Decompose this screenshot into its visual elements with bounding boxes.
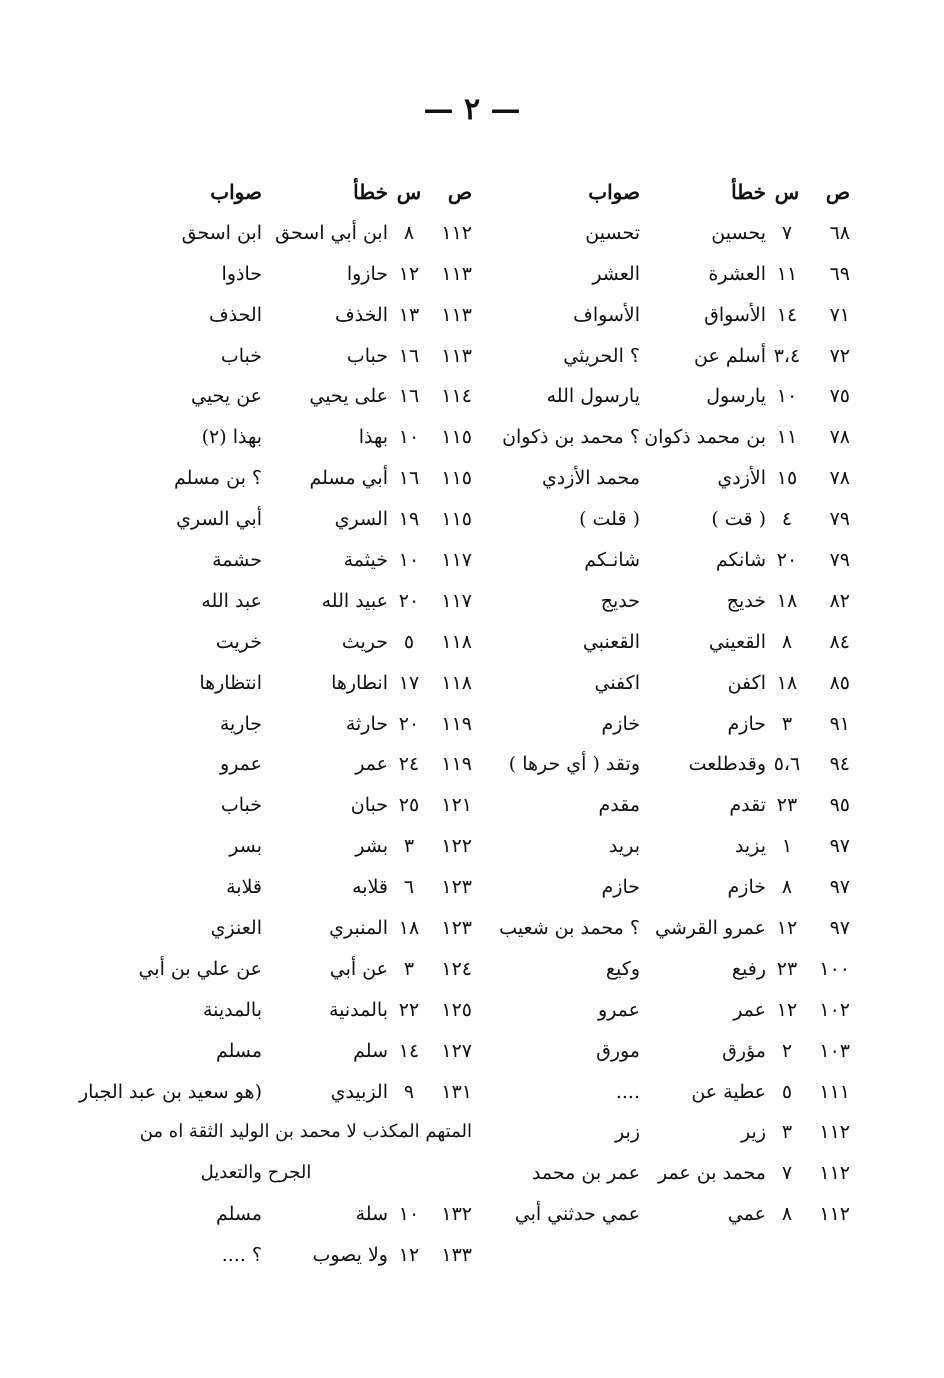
line-cell: ٢: [781, 1039, 793, 1062]
page-cell: ١٢٥: [441, 998, 472, 1021]
line-cell: ١٠: [398, 426, 420, 449]
wrong-cell: الزبيدي: [330, 1080, 388, 1103]
wrong-cell: المنبري: [329, 917, 388, 940]
errata-continuation: [100, 1153, 472, 1194]
errata-row: [480, 744, 850, 785]
correct-cell: مسلم: [215, 1039, 262, 1062]
header-correct: صواب: [588, 180, 640, 204]
errata-row: [480, 908, 850, 949]
line-cell: ١٠: [398, 1203, 420, 1226]
correct-cell: حشمة: [212, 549, 262, 572]
wrong-cell: مؤرق: [722, 1039, 766, 1062]
wrong-cell: قلابه: [352, 876, 388, 899]
correct-cell: ؟ بن مسلم: [174, 467, 262, 490]
errata-row: [100, 499, 472, 540]
page-cell: ١١٧: [441, 549, 472, 572]
wrong-cell: سلم: [353, 1039, 388, 1062]
correct-cell: محمد الأزدي: [541, 467, 640, 490]
line-cell: ٨: [781, 1203, 793, 1226]
page-cell: ٨٢: [829, 589, 850, 612]
errata-row: [100, 1235, 472, 1276]
errata-row: [480, 826, 850, 867]
correct-cell: عمرو: [598, 998, 640, 1021]
line-cell: ١٠: [776, 385, 798, 408]
header-wrong: خطأ: [353, 180, 388, 204]
errata-row: [480, 622, 850, 663]
errata-row: [100, 213, 472, 254]
errata-row: [480, 1072, 850, 1113]
wrong-cell: حريث: [341, 630, 388, 653]
line-cell: ٣،٤: [773, 344, 801, 367]
page-cell: ٦٩: [829, 262, 850, 285]
page-cell: ١١٥: [441, 508, 472, 531]
errata-row: [480, 499, 850, 540]
line-cell: ٨: [781, 630, 793, 653]
correct-cell: خباب: [220, 344, 262, 367]
errata-row: [480, 213, 850, 254]
correct-cell: قلابة: [226, 876, 262, 899]
correct-cell: بهذا (٢): [201, 426, 262, 449]
errata-row: [480, 581, 850, 622]
line-cell: ٢٠: [398, 589, 420, 612]
page-cell: ١١٩: [441, 753, 472, 776]
correct-cell: حازم: [601, 876, 640, 899]
correct-cell: يارسول الله: [546, 385, 640, 408]
wrong-cell: الأزدي: [717, 467, 766, 490]
wrong-cell: وقدطلعت: [688, 753, 766, 776]
errata-row: [100, 376, 472, 417]
page-number: — ٢ —: [423, 92, 521, 127]
errata-row: [100, 254, 472, 295]
wrong-cell: خازم: [727, 876, 766, 899]
errata-row: [480, 376, 850, 417]
wrong-cell: حازوا: [346, 262, 388, 285]
line-cell: ٦: [403, 876, 415, 899]
wrong-cell: الأسواق: [704, 303, 766, 326]
correct-cell: بريد: [608, 835, 640, 858]
errata-row: [480, 458, 850, 499]
header-page: ص: [825, 180, 850, 204]
page-cell: ١٠٠: [819, 957, 850, 980]
wrong-cell: السري: [334, 508, 388, 531]
line-cell: ٢٠: [776, 549, 798, 572]
correct-cell: شانـكم: [584, 549, 640, 572]
page-cell: ١٣٢: [441, 1203, 472, 1226]
wrong-cell: انطارها: [331, 671, 388, 694]
line-cell: ٥،٦: [773, 753, 801, 776]
line-cell: ١٢: [398, 1244, 420, 1267]
page-cell: ٧٢: [829, 344, 850, 367]
line-cell: ٢٣: [776, 794, 798, 817]
page-cell: ١٢٣: [441, 876, 472, 899]
page-cell: ٩٧: [829, 835, 850, 858]
line-cell: ١٨: [776, 589, 798, 612]
correct-cell: مقدم: [598, 794, 640, 817]
correct-cell: حاذوا: [221, 262, 262, 285]
line-cell: ٨: [403, 221, 415, 244]
page-cell: ١١٢: [819, 1162, 850, 1185]
wrong-cell: عبيد الله: [321, 589, 388, 612]
correct-cell: أبي السري: [176, 508, 262, 531]
page-cell: ١١٥: [441, 426, 472, 449]
line-cell: ١١: [776, 262, 798, 285]
page-cell: ٩٤: [829, 753, 850, 776]
correct-cell: مورق: [596, 1039, 640, 1062]
page-cell: ١٠٢: [819, 998, 850, 1021]
correct-cell: عمر بن محمد: [531, 1162, 640, 1185]
page-cell: ١٢٧: [441, 1039, 472, 1062]
line-cell: ١٨: [776, 671, 798, 694]
continuation-text: المتهم المكذب لا محمد بن الوليد الثقة اه من: [139, 1121, 472, 1143]
errata-column-right: [480, 172, 850, 1235]
page-cell: ١١٣: [441, 344, 472, 367]
wrong-cell: عن أبي: [329, 957, 388, 980]
page-cell: ١١٨: [441, 630, 472, 653]
page-cell: ٧٩: [829, 508, 850, 531]
line-cell: ١: [781, 835, 793, 858]
page-cell: ٧١: [829, 303, 850, 326]
line-cell: ١٧: [398, 671, 420, 694]
page-cell: ١٢٣: [441, 917, 472, 940]
page-cell: ٩٥: [829, 794, 850, 817]
errata-row: [100, 826, 472, 867]
correct-cell: ؟ الحريثي: [563, 344, 640, 367]
line-cell: ٢٥: [398, 794, 420, 817]
page-cell: ٨٤: [829, 630, 850, 653]
line-cell: ٣: [403, 957, 415, 980]
errata-row: [100, 949, 472, 990]
page-cell: ١١٢: [819, 1203, 850, 1226]
line-cell: ٣: [403, 835, 415, 858]
line-cell: ٩: [403, 1080, 415, 1103]
errata-row: [100, 785, 472, 826]
line-cell: ٢٠: [398, 712, 420, 735]
correct-cell: عبد الله: [201, 589, 262, 612]
errata-row: [100, 295, 472, 336]
page-cell: ١٣١: [441, 1080, 472, 1103]
errata-row: [480, 336, 850, 377]
wrong-cell: شانكم: [715, 549, 766, 572]
line-cell: ٨: [781, 876, 793, 899]
line-cell: ٢٣: [776, 957, 798, 980]
column-header: [480, 172, 850, 213]
wrong-cell: تقدم: [729, 794, 766, 817]
page-cell: ٦٨: [829, 221, 850, 244]
errata-row: [100, 336, 472, 377]
correct-cell: وتقد ( أي حرها ): [508, 753, 640, 776]
correct-cell: ؟ محمد بن ذكوان: [502, 426, 640, 449]
errata-row: [100, 663, 472, 704]
errata-row: [480, 417, 850, 458]
wrong-cell: حارثة: [345, 712, 388, 735]
correct-cell: القعنبي: [582, 630, 640, 653]
errata-row: [100, 540, 472, 581]
page-cell: ١١٥: [441, 467, 472, 490]
column-header: [100, 172, 472, 213]
line-cell: ١٢: [776, 917, 798, 940]
correct-cell: ( قلت ): [579, 508, 640, 531]
line-cell: ٧: [781, 221, 793, 244]
line-cell: ٢٤: [398, 753, 420, 776]
wrong-cell: الخذف: [334, 303, 388, 326]
correct-cell: حديج: [600, 589, 640, 612]
wrong-cell: حباب: [346, 344, 388, 367]
errata-row: [480, 1194, 850, 1235]
header-line: س: [396, 180, 422, 204]
page-cell: ٩٧: [829, 917, 850, 940]
correct-cell: عن علي بن أبي: [138, 957, 262, 980]
errata-row: [100, 704, 472, 745]
errata-row: [100, 581, 472, 622]
errata-row: [100, 990, 472, 1031]
wrong-cell: عمر: [355, 753, 388, 776]
wrong-cell: رفيع: [731, 957, 766, 980]
wrong-cell: حازم: [727, 712, 766, 735]
correct-cell: ....: [615, 1080, 640, 1103]
correct-cell: عمي حدثني أبي: [514, 1203, 640, 1226]
line-cell: ٢٢: [398, 998, 420, 1021]
line-cell: ٣: [781, 1121, 793, 1144]
page-cell: ٧٨: [829, 426, 850, 449]
correct-cell: بالمدينة: [202, 998, 262, 1021]
line-cell: ١٤: [398, 1039, 420, 1062]
continuation-text: الجرح والتعديل: [200, 1162, 312, 1184]
errata-row: [100, 1031, 472, 1072]
correct-cell: الأسواف: [573, 303, 640, 326]
page-cell: ١١٣: [441, 262, 472, 285]
correct-cell: العشر: [592, 262, 640, 285]
wrong-cell: بهذا: [358, 426, 388, 449]
line-cell: ١٦: [398, 385, 420, 408]
correct-cell: عن يحيي: [191, 385, 262, 408]
wrong-cell: عمرو القرشي: [655, 917, 766, 940]
errata-row: [480, 663, 850, 704]
errata-rows-left: [78, 213, 472, 1276]
errata-column-left: [78, 172, 472, 1276]
correct-cell: ابن اسحق: [181, 221, 262, 244]
errata-row: [480, 1112, 850, 1153]
correct-cell: (هو سعيد بن عبد الجبار: [78, 1080, 262, 1103]
wrong-cell: أبي مسلم: [309, 467, 388, 490]
errata-row: [100, 908, 472, 949]
line-cell: ١٢: [398, 262, 420, 285]
wrong-cell: عمر: [733, 998, 766, 1021]
wrong-cell: يزيد: [734, 835, 766, 858]
wrong-cell: بن محمد ذكوان: [644, 426, 766, 449]
errata-row: [480, 785, 850, 826]
wrong-cell: عطية عن: [691, 1080, 766, 1103]
correct-cell: العنزي: [210, 917, 262, 940]
errata-row: [480, 867, 850, 908]
page-cell: ٧٨: [829, 467, 850, 490]
correct-cell: زبر: [615, 1121, 640, 1144]
page-cell: ٨٥: [829, 671, 850, 694]
wrong-cell: زير: [741, 1121, 766, 1144]
line-cell: ١٩: [398, 508, 420, 531]
page-cell: ١٢٤: [441, 957, 472, 980]
wrong-cell: ابن أبي اسحق: [275, 221, 388, 244]
line-cell: ١٤: [776, 303, 798, 326]
correct-cell: بسر: [229, 835, 262, 858]
errata-rows-right: [480, 213, 850, 1235]
errata-row: [480, 254, 850, 295]
line-cell: ١٠: [398, 549, 420, 572]
page-cell: ١١٢: [819, 1121, 850, 1144]
errata-row: [480, 1153, 850, 1194]
page-cell: ١٢٢: [441, 835, 472, 858]
wrong-cell: يحسين: [711, 221, 766, 244]
page-cell: ١١٢: [441, 221, 472, 244]
wrong-cell: عمي: [727, 1203, 766, 1226]
line-cell: ١١: [776, 426, 798, 449]
page-cell: ١٣٣: [441, 1244, 472, 1267]
wrong-cell: بشر: [355, 835, 388, 858]
correct-cell: الحذف: [208, 303, 262, 326]
page-cell: ١١٣: [441, 303, 472, 326]
page-cell: ١١٨: [441, 671, 472, 694]
wrong-cell: أسلم عن: [694, 344, 766, 367]
page-cell: ١١٤: [441, 385, 472, 408]
page-cell: ١١٧: [441, 589, 472, 612]
wrong-cell: سلة: [355, 1203, 388, 1226]
correct-cell: جارية: [219, 712, 262, 735]
page-cell: ٧٩: [829, 549, 850, 572]
line-cell: ٣: [781, 712, 793, 735]
line-cell: ٤: [781, 508, 793, 531]
line-cell: ٥: [781, 1080, 793, 1103]
header-page: ص: [447, 180, 472, 204]
correct-cell: وكيع: [605, 957, 640, 980]
wrong-cell: خيثمة: [343, 549, 388, 572]
page-cell: ١١٩: [441, 712, 472, 735]
wrong-cell: محمد بن عمر: [657, 1162, 766, 1185]
errata-row: [100, 1194, 472, 1235]
wrong-cell: على يحيي: [309, 385, 388, 408]
correct-cell: انتظارها: [199, 671, 262, 694]
line-cell: ٧: [781, 1162, 793, 1185]
page-cell: ٧٥: [829, 385, 850, 408]
wrong-cell: حبان: [350, 794, 388, 817]
errata-row: [480, 990, 850, 1031]
line-cell: ١٥: [776, 467, 798, 490]
wrong-cell: ولا يصوب: [312, 1244, 388, 1267]
line-cell: ١٣: [398, 303, 420, 326]
correct-cell: مسلم: [215, 1203, 262, 1226]
correct-cell: عمرو: [220, 753, 262, 776]
correct-cell: خباب: [220, 794, 262, 817]
wrong-cell: اكفن: [727, 671, 766, 694]
header-wrong: خطأ: [731, 180, 766, 204]
correct-cell: خريت: [215, 630, 262, 653]
header-correct: صواب: [210, 180, 262, 204]
errata-row: [480, 1031, 850, 1072]
errata-row: [480, 949, 850, 990]
page-cell: ١٠٣: [819, 1039, 850, 1062]
correct-cell: تحسين: [585, 221, 640, 244]
wrong-cell: ( قت ): [711, 508, 766, 531]
correct-cell: خازم: [601, 712, 640, 735]
line-cell: ١٦: [398, 344, 420, 367]
line-cell: ١٦: [398, 467, 420, 490]
wrong-cell: يارسول: [706, 385, 766, 408]
wrong-cell: القعيني: [708, 630, 766, 653]
errata-row: [100, 458, 472, 499]
correct-cell: ؟ ....: [221, 1244, 262, 1267]
errata-row: [480, 295, 850, 336]
correct-cell: ؟ محمد بن شعيب: [499, 917, 640, 940]
errata-continuation: [100, 1112, 472, 1153]
errata-row: [78, 1072, 472, 1113]
page-cell: ٩٧: [829, 876, 850, 899]
errata-row: [100, 417, 472, 458]
errata-row: [100, 622, 472, 663]
wrong-cell: خديج: [726, 589, 766, 612]
line-cell: ٥: [403, 630, 415, 653]
errata-row: [100, 867, 472, 908]
line-cell: ١٢: [776, 998, 798, 1021]
errata-row: [480, 540, 850, 581]
page-cell: ١٢١: [441, 794, 472, 817]
line-cell: ١٨: [398, 917, 420, 940]
wrong-cell: العشرة: [708, 262, 766, 285]
errata-row: [100, 744, 472, 785]
page-cell: ١١١: [819, 1080, 850, 1103]
errata-row: [480, 704, 850, 745]
page-cell: ٩١: [829, 712, 850, 735]
wrong-cell: بالمدنية: [328, 998, 388, 1021]
header-line: س: [774, 180, 800, 204]
correct-cell: اكفني: [594, 671, 640, 694]
